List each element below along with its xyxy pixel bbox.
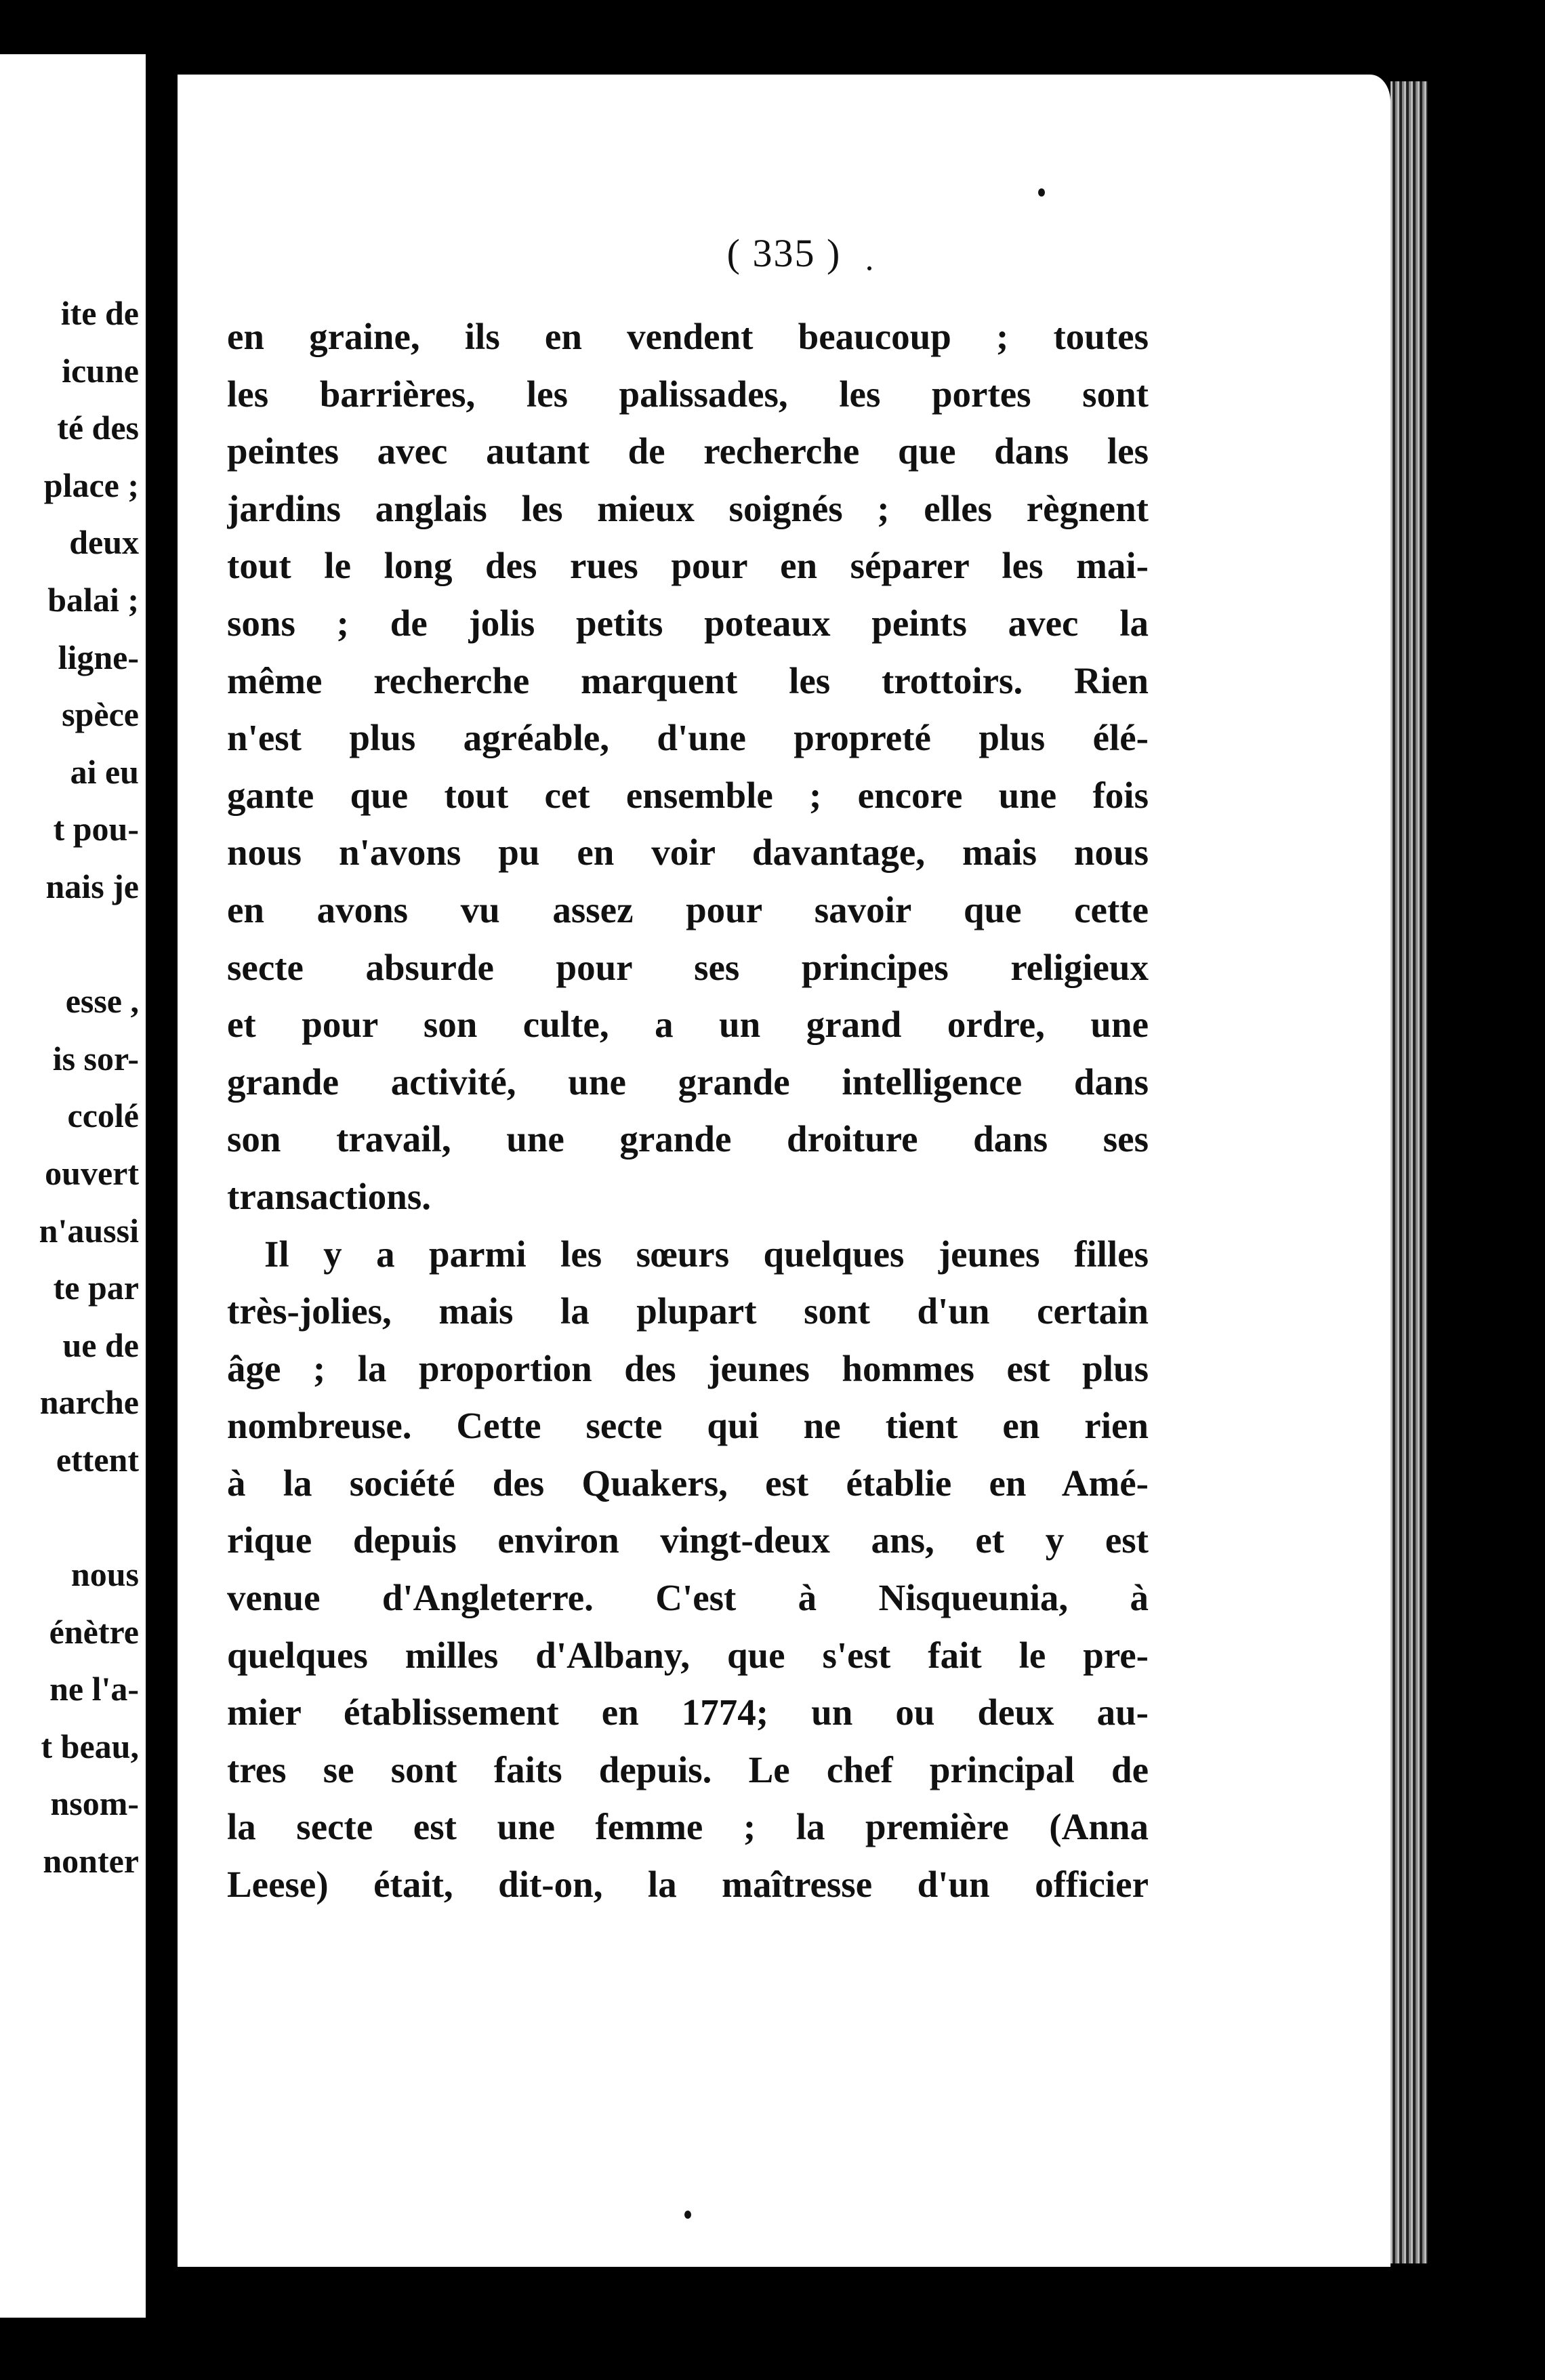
left-page-line: place ; — [43, 466, 139, 504]
body-text — [227, 308, 1149, 1914]
text-line: âge ; la proportion des jeunes hommes est plus — [227, 1347, 1149, 1389]
left-page-line: nonter — [43, 1842, 139, 1881]
left-page-line — [39, 1488, 139, 1546]
text-line: jardins anglais les mieux soignés ; elles règnent — [227, 487, 1149, 529]
text-line: Il y a parmi les sœurs quelques jeunes filles — [264, 1233, 1149, 1275]
left-page-line: énètre — [49, 1612, 139, 1651]
left-page-line: nous — [70, 1555, 139, 1594]
left-page-line: t pou- — [53, 810, 139, 848]
text-line: gante que tout cet ensemble ; encore une fois — [227, 774, 1149, 816]
text-line: à la société des Quakers, est établie en Amé- — [227, 1462, 1149, 1504]
text-line: nous n'avons pu en voir davantage, mais nous — [227, 832, 1149, 874]
left-page-line: ue de — [62, 1326, 139, 1364]
left-page-line: ligne- — [58, 638, 139, 676]
text-line: Leese) était, dit-on, la maîtresse d'un officier — [227, 1864, 1149, 1906]
text-line: secte absurde pour ses principes religieux — [227, 946, 1149, 988]
left-page-line: té des — [57, 409, 139, 447]
left-page-line: ai eu — [70, 752, 139, 791]
page-edge-shadow — [1428, 88, 1475, 2257]
page-edge — [1390, 81, 1428, 2263]
text-line: sons ; de jolis petits poteaux peints avec la — [227, 602, 1149, 644]
text-line: quelques milles d'Albany, que s'est fait le pre- — [227, 1634, 1149, 1676]
text-line: les barrières, les palissades, les portes sont — [227, 373, 1149, 415]
text-line: la secte est une femme ; la première (Anna — [227, 1806, 1149, 1848]
text-line: venue d'Angleterre. C'est à Nisqueunia, à — [227, 1577, 1149, 1619]
left-page-line: deux — [69, 523, 139, 562]
text-line: peintes avec autant de recherche que dans les — [227, 430, 1149, 472]
ink-speck — [867, 266, 871, 270]
left-page-text — [39, 285, 139, 1890]
left-page-line: ouvert — [45, 1153, 139, 1192]
left-page-line: ite de — [60, 294, 139, 332]
left-page-line: t beau, — [41, 1727, 139, 1765]
left-page-line: icune — [62, 351, 139, 390]
left-page — [0, 54, 146, 2318]
gutter — [146, 41, 176, 2345]
left-page-line: nais je — [45, 867, 139, 905]
text-line: tres se sont faits depuis. Le chef principal de — [227, 1748, 1149, 1790]
left-page-line: spèce — [62, 695, 139, 734]
left-page-line: ccolé — [67, 1096, 139, 1135]
text-line: même recherche marquent les trottoirs. Rien — [227, 659, 1149, 701]
text-line: et pour son culte, a un grand ordre, une — [227, 1004, 1149, 1046]
ink-speck — [1038, 188, 1045, 197]
left-page-line: te par — [53, 1269, 139, 1307]
text-line: en avons vu assez pour savoir que cette — [227, 888, 1149, 930]
text-line: mier établissement en 1774; un ou deux au- — [227, 1691, 1149, 1733]
text-line: rique depuis environ vingt-deux ans, et y est — [227, 1519, 1149, 1561]
left-page-line: ettent — [56, 1440, 139, 1479]
text-line: n'est plus agréable, d'une propreté plus élé- — [227, 717, 1149, 759]
text-line: tout le long des rues pour en séparer les mai- — [227, 545, 1149, 587]
left-page-line: balai ; — [47, 580, 139, 619]
left-page-line: esse , — [65, 982, 139, 1021]
left-page-line — [39, 916, 139, 973]
text-line: grande activité, une grande intelligence dans — [227, 1061, 1149, 1103]
left-page-line: n'aussi — [39, 1211, 139, 1250]
left-page-line: is sor- — [52, 1039, 139, 1078]
text-line: en graine, ils en vendent beaucoup ; toutes — [227, 316, 1149, 357]
text-line: très-jolies, mais la plupart sont d'un certain — [227, 1290, 1149, 1332]
text-line: transactions. — [227, 1175, 431, 1217]
left-page-line: nsom- — [50, 1784, 139, 1823]
page-number: ( 335 ) — [726, 231, 842, 275]
ink-speck — [684, 2211, 691, 2219]
text-line: son travail, une grande droiture dans ses — [227, 1118, 1149, 1160]
left-page-line: ne l'a- — [49, 1670, 139, 1708]
left-page-line: narche — [39, 1383, 139, 1422]
text-line: nombreuse. Cette secte qui ne tient en rien — [227, 1405, 1149, 1447]
